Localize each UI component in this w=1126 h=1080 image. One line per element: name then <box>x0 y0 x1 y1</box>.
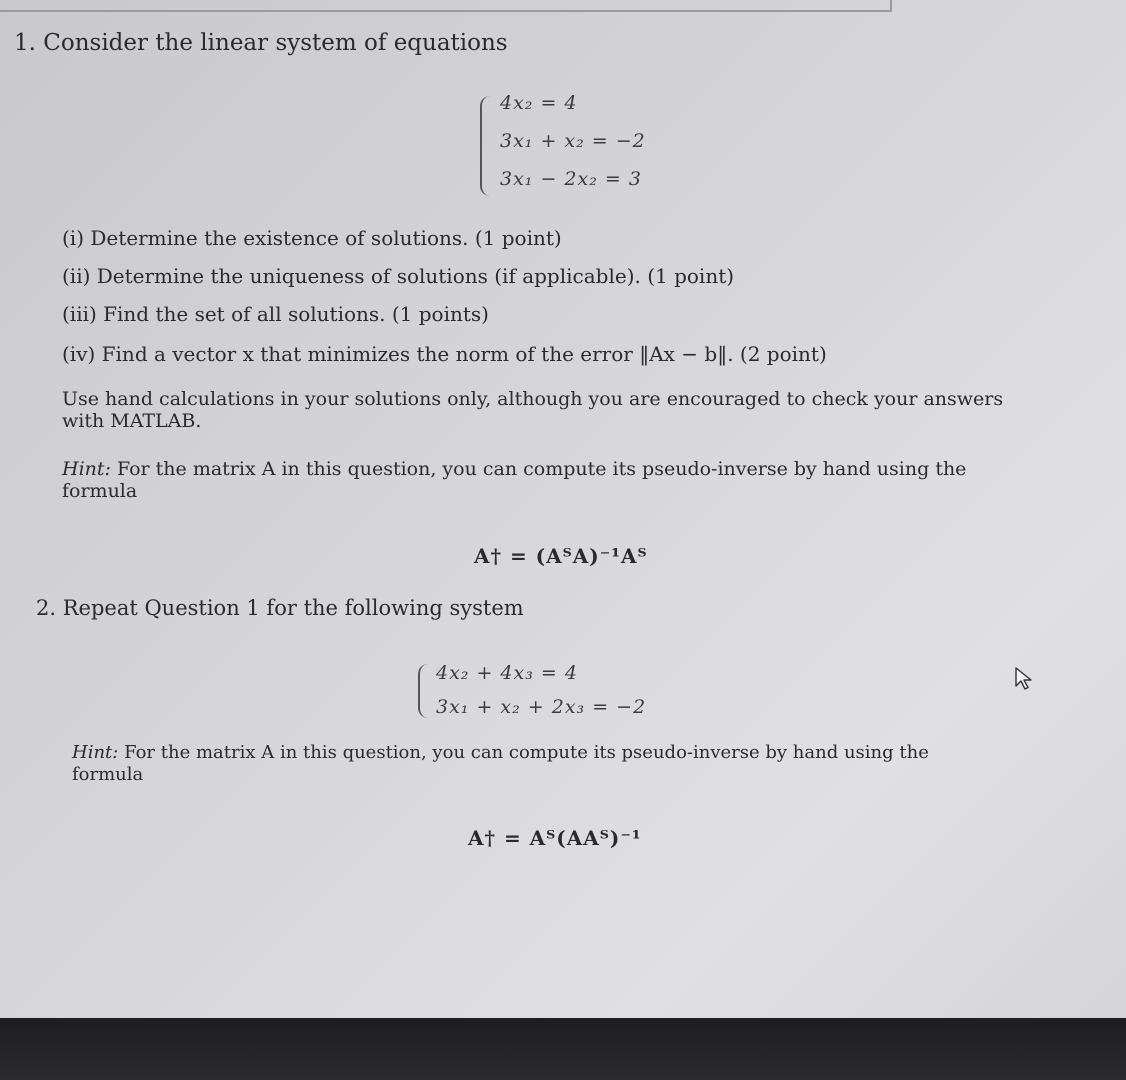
pseudo-inverse-formula-1: A† = (AᵀA)⁻¹Aᵀ <box>474 544 648 568</box>
part-i: (i) Determine the existence of solutions. (1 point) <box>62 226 562 250</box>
question-2-equation-system <box>418 660 678 722</box>
equation-2: 3x₁ + x₂ = −2 <box>500 130 646 152</box>
instruction-paragraph <box>62 388 1107 432</box>
question-1-equation-system <box>480 92 700 202</box>
equation-1: 4x₂ + 4x₃ = 4 <box>436 662 578 684</box>
part-iv: (iv) Find a vector x that minimizes the norm of the error ‖Ax − b‖. (2 point) <box>62 342 827 366</box>
hint-text-line-1: For the matrix A in this question, you can compute its pseudo-inverse by hand using the <box>124 742 929 763</box>
hint-text-line-2: formula <box>72 764 144 785</box>
mouse-pointer-icon <box>1014 666 1034 690</box>
part-ii: (ii) Determine the uniqueness of solutions (if applicable). (1 point) <box>62 264 735 288</box>
question-2-heading: 2. Repeat Question 1 for the following system <box>36 596 524 620</box>
part-iii: (iii) Find the set of all solutions. (1 points) <box>62 302 489 326</box>
hint-text-line-1: For the matrix A in this question, you can compute its pseudo-inverse by hand using the <box>116 458 967 480</box>
question-2-hint <box>72 742 1102 786</box>
question-1-heading: 1. Consider the linear system of equations <box>14 30 508 56</box>
equation-1: 4x₂ = 4 <box>500 92 578 114</box>
instruction-line-1: Use hand calculations in your solutions only, although you are encouraged to check your answers <box>62 388 1004 410</box>
instruction-line-2: with MATLAB. <box>62 410 202 432</box>
hint-text-line-2: formula <box>62 480 138 502</box>
monitor-bezel <box>0 1018 1126 1080</box>
hint-label: Hint: <box>72 742 119 763</box>
hint-label: Hint: <box>62 458 111 480</box>
system-brace <box>480 96 492 196</box>
equation-3: 3x₁ − 2x₂ = 3 <box>500 168 642 190</box>
equation-2: 3x₁ + x₂ + 2x₃ = −2 <box>436 696 647 718</box>
window-frame-edge <box>0 0 892 12</box>
pseudo-inverse-formula-2: A† = Aᵀ(AAᵀ)⁻¹ <box>468 826 642 850</box>
system-brace <box>418 664 430 718</box>
question-1-hint <box>62 458 1107 502</box>
